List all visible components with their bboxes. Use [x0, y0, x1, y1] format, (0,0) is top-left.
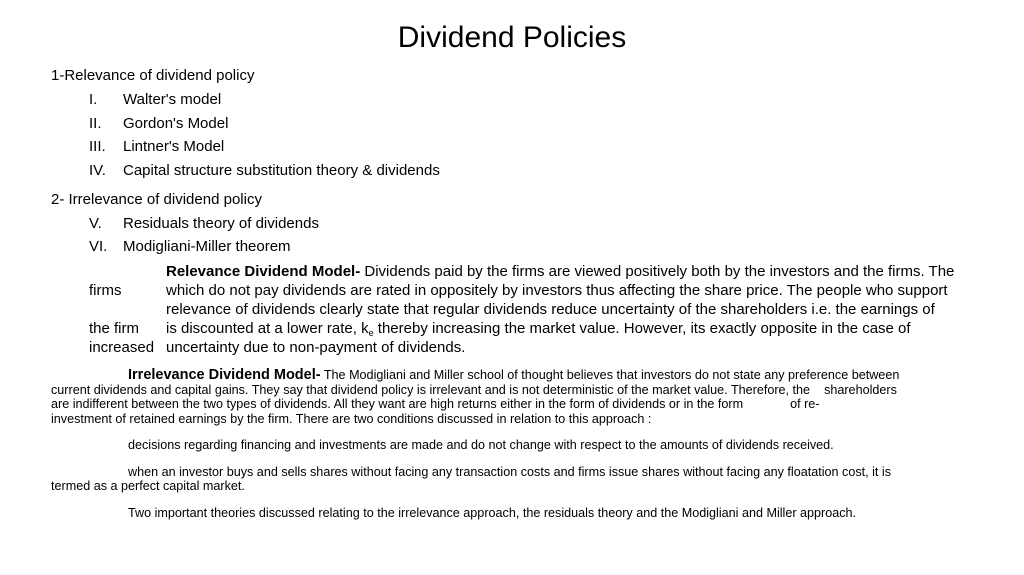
paragraph-line	[51, 368, 981, 383]
irrelevance-model-paragraph	[51, 368, 981, 520]
paragraph-line	[89, 319, 989, 338]
line-content: which do not pay dividends are rated in oppositely by investors thus affecting the share price. The people who support	[166, 282, 948, 299]
list-number: V.	[89, 215, 102, 232]
list-label: Gordon's Model	[123, 115, 229, 132]
condition-1: decisions regarding financing and investments are made and do not change with respect to the amounts of dividends received.	[128, 438, 834, 452]
condition-2-continued: termed as a perfect capital market.	[51, 479, 245, 493]
list-item	[89, 237, 291, 257]
list-label: Lintner's Model	[123, 138, 225, 155]
relevance-heading: 1-Relevance of dividend policy	[51, 67, 255, 84]
list-label: Residuals theory of dividends	[123, 215, 319, 232]
list-label: Capital structure substitution theory & dividends	[123, 162, 440, 179]
closing-line: Two important theories discussed relating to the irrelevance approach, the residuals theory and the Modigliani and Miller approach.	[128, 505, 857, 520]
line-content: shareholders	[824, 382, 897, 397]
irrelevance-model-title: Irrelevance Dividend Model-	[128, 367, 321, 383]
list-item	[89, 137, 224, 157]
line-label: increased	[89, 339, 155, 356]
relevance-model-title: Relevance Dividend Model-	[166, 263, 361, 280]
list-number: IV.	[89, 162, 106, 179]
subscript: e	[368, 328, 374, 338]
paragraph-line	[89, 262, 989, 281]
line-content: current dividends and capital gains. They say that dividend policy is irrelevant and is not deterministic of the market value. Therefore, the	[51, 382, 811, 397]
list-number: I.	[89, 91, 98, 108]
list-label: Modigliani-Miller theorem	[123, 238, 291, 255]
irrelevance-heading: 2- Irrelevance of dividend policy	[51, 191, 262, 208]
paragraph-line	[89, 300, 989, 319]
line-content: of re-	[790, 397, 820, 411]
list-item	[89, 214, 319, 234]
line-content: relevance of dividends clearly state that regular dividends reduce uncertainty of the shareholders i.e. the earnings of	[166, 301, 935, 318]
line-content: The Modigliani and Miller school of thought believes that investors do not state any preference between	[320, 368, 900, 382]
page-title: Dividend Policies	[397, 21, 627, 54]
line-label: the firm	[89, 320, 140, 337]
line-content: thereby increasing the market value. However, its exactly opposite in the case of	[373, 320, 911, 337]
list-item	[89, 90, 221, 110]
list-number: II.	[89, 115, 102, 132]
line-content: Dividends paid by the firms are viewed positively both by the investors and the firms. The	[364, 263, 955, 280]
line-content: are indifferent between the two types of dividends. All they want are high returns either in the form of dividends or in the form	[51, 397, 744, 411]
list-item	[89, 161, 440, 181]
paragraph-line	[89, 281, 989, 300]
line-content: is discounted at a lower rate, k	[166, 320, 369, 337]
paragraph-line	[51, 397, 981, 412]
list-item	[89, 114, 228, 134]
condition-2: when an investor buys and sells shares without facing any transaction costs and firms issue shares without facing any floatation cost, it is	[128, 464, 892, 479]
paragraph-line	[89, 338, 989, 357]
line-content: uncertainty due to non-payment of dividends.	[166, 339, 466, 356]
line-label: firms	[89, 282, 122, 299]
list-label: Walter's model	[123, 91, 222, 108]
paragraph-line: investment of retained earnings by the firm. There are two conditions discussed in relation to this approach :	[51, 411, 652, 426]
relevance-model-paragraph	[89, 262, 989, 357]
paragraph-line	[51, 383, 981, 398]
line-text	[166, 262, 954, 281]
list-number: VI.	[89, 238, 108, 255]
list-number: III.	[89, 138, 106, 155]
